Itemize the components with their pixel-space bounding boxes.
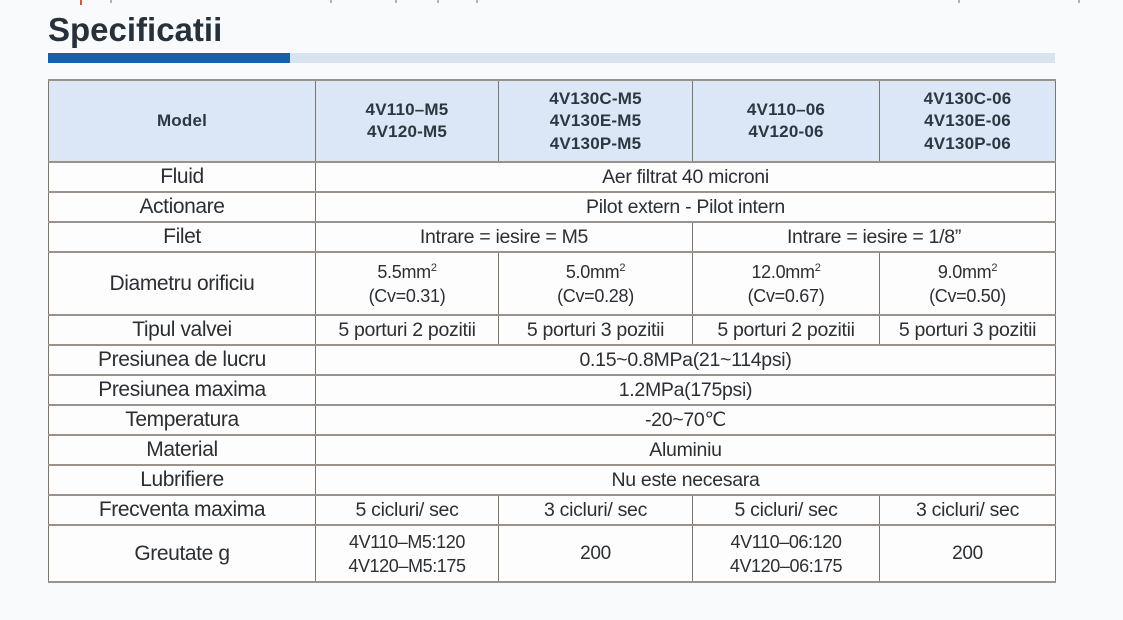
model-name: 4V130C-M5 [549, 88, 642, 108]
row-label-fluid: Fluid [49, 162, 316, 192]
table-row-material [49, 435, 1056, 465]
table-row-lubrifiere [49, 465, 1056, 495]
crop-artifact [395, 0, 397, 3]
table-header-row [49, 80, 1056, 162]
orifice-sup: 2 [814, 261, 821, 274]
cell-frecventa-3: 5 cicluri/ sec [693, 495, 880, 525]
header-model-column-4 [880, 80, 1056, 162]
orifice-area-value: 12.0mm [751, 261, 815, 282]
model-name: 4V130P-M5 [549, 133, 642, 153]
model-name: 4V110–M5 [365, 99, 449, 119]
orifice-area [501, 260, 690, 284]
orifice-area-value: 5.0mm [565, 261, 620, 282]
model-name: 4V130P-06 [924, 133, 1011, 153]
weight-line: 4V120–06:175 [729, 555, 843, 576]
row-label-filet: Filet [49, 222, 316, 252]
header-model-column-3 [693, 80, 880, 162]
table-row-tipul-valvei [49, 315, 1056, 345]
orifice-area [695, 260, 877, 284]
table-row-actionare [49, 192, 1056, 222]
cell-material: Aluminiu [316, 435, 1056, 465]
row-label-diametru: Diametru orificiu [49, 252, 316, 315]
model-name: 4V130E-M5 [549, 111, 642, 131]
weight-line: 4V120–M5:175 [348, 555, 466, 576]
cell-orifice-1 [316, 252, 499, 315]
model-name: 4V130C-06 [923, 88, 1012, 108]
orifice-sup: 2 [430, 261, 437, 274]
table-row-temperatura [49, 405, 1056, 435]
cell-frecventa-4: 3 cicluri/ sec [880, 495, 1056, 525]
cell-orifice-2 [499, 252, 693, 315]
table-row-presiunea-maxima [49, 375, 1056, 405]
cell-orifice-4 [880, 252, 1056, 315]
model-name: 4V120-06 [748, 122, 824, 142]
model-name: 4V130E-06 [924, 111, 1011, 131]
title-underline-light-segment [290, 53, 1055, 63]
spec-page [48, 12, 1055, 583]
cell-actionare-value: Pilot extern - Pilot intern [316, 192, 1056, 222]
orifice-cv: (Cv=0.28) [557, 285, 634, 306]
crop-artifact [80, 0, 82, 5]
orifice-area [882, 260, 1053, 284]
cell-tipul-4: 5 porturi 3 pozitii [880, 315, 1056, 345]
row-label-presiune-lucru: Presiunea de lucru [49, 345, 316, 375]
row-label-actionare: Actionare [49, 192, 316, 222]
crop-artifact [958, 0, 960, 3]
crop-artifact [437, 0, 439, 3]
header-model-column-1 [316, 80, 499, 162]
row-label-material: Material [49, 435, 316, 465]
table-row-presiunea-lucru [49, 345, 1056, 375]
cell-greutate-3 [693, 525, 880, 582]
cell-greutate-2: 200 [499, 525, 693, 582]
cell-presiune-maxima: 1.2MPa(175psi) [316, 375, 1056, 405]
cell-temperatura: -20~70℃ [316, 405, 1056, 435]
weight-line: 4V110–M5:120 [349, 531, 465, 552]
cell-frecventa-1: 5 cicluri/ sec [316, 495, 499, 525]
crop-artifact [1078, 0, 1080, 3]
cell-fluid-value: Aer filtrat 40 microni [316, 162, 1056, 192]
cell-tipul-1: 5 porturi 2 pozitii [316, 315, 499, 345]
table-row-greutate [49, 525, 1056, 582]
weight-line: 4V110–06:120 [730, 531, 842, 552]
cell-filet-18: Intrare = iesire = 1/8” [693, 222, 1056, 252]
row-label-tipul: Tipul valvei [49, 315, 316, 345]
orifice-cv: (Cv=0.67) [747, 285, 825, 306]
orifice-sup: 2 [991, 261, 998, 274]
header-model-label: Model [49, 80, 316, 162]
orifice-area [318, 260, 496, 284]
model-name: 4V110–06 [746, 99, 826, 119]
crop-artifact [476, 0, 478, 3]
cell-frecventa-2: 3 cicluri/ sec [499, 495, 693, 525]
table-row-frecventa [49, 495, 1056, 525]
crop-artifact [330, 0, 332, 3]
row-label-greutate: Greutate g [49, 525, 316, 582]
orifice-area-value: 5.5mm [377, 261, 431, 282]
page-title: Specificatii [48, 11, 223, 48]
row-label-presiune-maxima: Presiunea maxima [49, 375, 316, 405]
specifications-table [48, 79, 1056, 583]
row-label-temperatura: Temperatura [49, 405, 316, 435]
table-row-fluid [49, 162, 1056, 192]
cell-tipul-3: 5 porturi 2 pozitii [693, 315, 880, 345]
orifice-area-value: 9.0mm [937, 261, 992, 282]
title-underline-bar [48, 53, 1055, 63]
table-row-filet [49, 222, 1056, 252]
cell-tipul-2: 5 porturi 3 pozitii [499, 315, 693, 345]
cell-greutate-4: 200 [880, 525, 1056, 582]
cell-orifice-3 [693, 252, 880, 315]
model-name: 4V120-M5 [366, 122, 448, 142]
title-underline-dark-segment [48, 53, 290, 63]
cell-lubrifiere: Nu este necesara [316, 465, 1056, 495]
row-label-frecventa: Frecventa maxima [49, 495, 316, 525]
row-label-lubrifiere: Lubrifiere [49, 465, 316, 495]
header-model-column-2 [499, 80, 693, 162]
cell-presiune-lucru: 0.15~0.8MPa(21~114psi) [316, 345, 1056, 375]
table-row-diametru [49, 252, 1056, 315]
cell-greutate-1 [316, 525, 499, 582]
crop-artifact [110, 0, 112, 3]
orifice-cv: (Cv=0.31) [368, 285, 446, 306]
orifice-cv: (Cv=0.50) [929, 285, 1006, 306]
orifice-sup: 2 [619, 261, 626, 274]
cell-filet-m5: Intrare = iesire = M5 [316, 222, 693, 252]
